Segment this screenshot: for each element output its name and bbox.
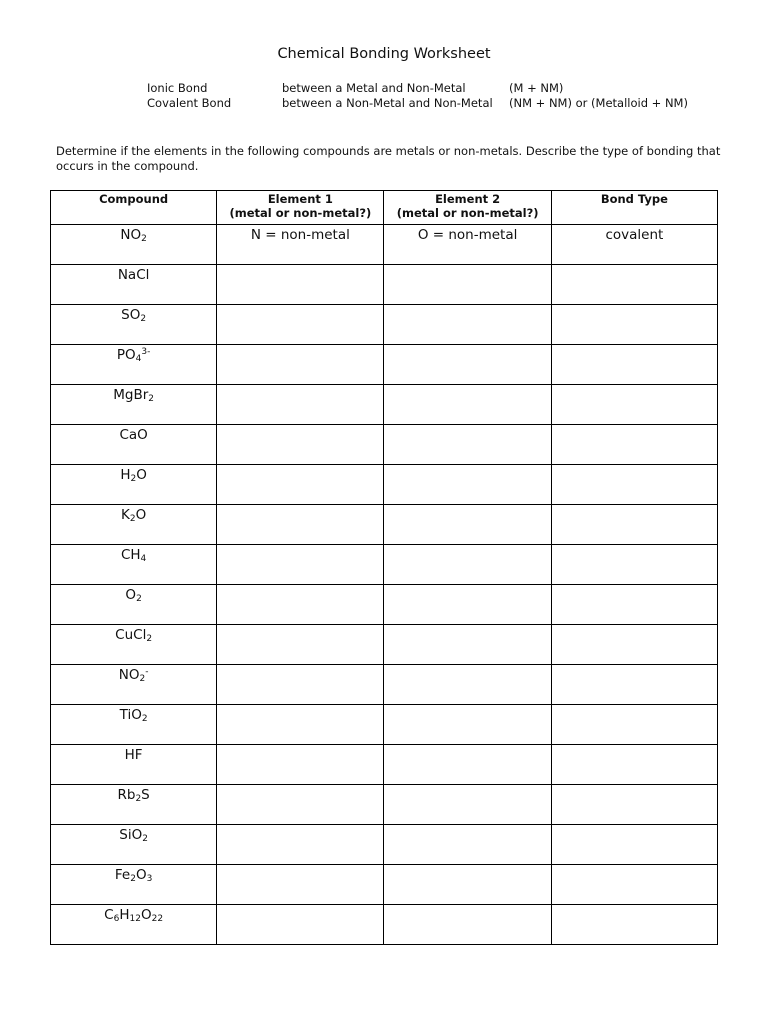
compound-cell [51, 225, 217, 265]
compound-formula [125, 587, 141, 603]
bond-type-cell[interactable] [551, 785, 717, 825]
formula-text: NO [120, 227, 142, 243]
bond-type-cell[interactable] [551, 825, 717, 865]
formula-subscript: 4 [135, 354, 142, 364]
bond-type-cell[interactable] [551, 505, 717, 545]
bond-type-cell[interactable] [551, 665, 717, 705]
compound-formula [119, 427, 147, 443]
formula-text: SO [121, 307, 141, 323]
bond-type-cell[interactable] [551, 905, 717, 945]
compound-cell [51, 585, 217, 625]
compound-cell [51, 545, 217, 585]
element-2-cell[interactable] [384, 545, 551, 585]
compound-cell [51, 865, 217, 905]
table-body [51, 225, 718, 945]
formula-subscript: 2 [140, 314, 147, 324]
element-1-cell[interactable] [217, 745, 384, 785]
element-2-cell[interactable] [384, 625, 551, 665]
element-1-cell[interactable] [217, 545, 384, 585]
formula-text: TiO [119, 707, 142, 723]
table-row [51, 425, 718, 465]
compound-cell [51, 745, 217, 785]
element-1-cell[interactable] [217, 865, 384, 905]
bond-type-cell[interactable] [551, 625, 717, 665]
element-1-cell[interactable] [217, 385, 384, 425]
element-2-cell[interactable] [384, 425, 551, 465]
formula-subscript: 6 [113, 914, 120, 924]
element-1-cell[interactable] [217, 345, 384, 385]
compound-formula [120, 707, 148, 723]
bond-type-cell[interactable] [551, 545, 717, 585]
bond-type-cell[interactable] [551, 425, 717, 465]
bond-type-cell[interactable] [551, 305, 717, 345]
compound-formula [125, 747, 143, 763]
element-1-cell[interactable]: N = non-metal [217, 225, 384, 265]
element-1-cell[interactable] [217, 465, 384, 505]
element-2-cell[interactable] [384, 785, 551, 825]
table-row [51, 865, 718, 905]
bond-type-cell[interactable] [551, 465, 717, 505]
table-row [51, 665, 718, 705]
element-1-cell[interactable] [217, 905, 384, 945]
formula-text: MgBr [113, 387, 149, 403]
formula-subscript: 2 [142, 834, 148, 844]
bond-type-cell[interactable] [551, 345, 717, 385]
table-row [51, 545, 718, 585]
formula-text: NO [118, 667, 140, 683]
formula-subscript: 2 [139, 674, 146, 684]
header-element-1-label: Element 1 [267, 192, 333, 206]
table-row [51, 585, 718, 625]
element-2-cell[interactable] [384, 265, 551, 305]
table-row [51, 265, 718, 305]
compound-cell [51, 825, 217, 865]
element-2-cell[interactable] [384, 905, 551, 945]
compound-cell [51, 425, 217, 465]
bond-type-cell[interactable] [551, 705, 717, 745]
element-1-cell[interactable] [217, 825, 384, 865]
header-element-2-label: Element 2 [435, 192, 501, 206]
formula-text: PO [116, 347, 136, 363]
header-compound [51, 191, 217, 225]
element-1-cell[interactable] [217, 585, 384, 625]
compound-formula [119, 667, 149, 683]
element-2-cell[interactable] [384, 865, 551, 905]
element-2-cell[interactable] [384, 385, 551, 425]
formula-text: H [119, 907, 130, 923]
bond-type-cell[interactable] [551, 745, 717, 785]
formula-subscript: 4 [140, 554, 147, 564]
compound-cell [51, 345, 217, 385]
formula-text: CH [120, 547, 141, 563]
element-1-cell[interactable] [217, 425, 384, 465]
formula-text: HF [124, 747, 143, 763]
instructions-line: occurs in the compound. [56, 159, 199, 173]
table-row [51, 705, 718, 745]
header-bond-type [551, 191, 717, 225]
instructions-line: Determine if the elements in the following compounds are metals or non-metals. Describe the type of bonding that [56, 144, 721, 158]
header-element-2 [384, 191, 551, 225]
table-row [51, 385, 718, 425]
table-row [51, 825, 718, 865]
formula-text: S [141, 787, 150, 803]
header-element-1 [217, 191, 384, 225]
table-row [51, 305, 718, 345]
formula-subscript: 2 [136, 594, 142, 604]
compound-cell [51, 785, 217, 825]
table-row [51, 625, 718, 665]
compound-formula [118, 267, 150, 283]
element-1-cell[interactable] [217, 705, 384, 745]
element-2-cell[interactable] [384, 585, 551, 625]
formula-subscript: 2 [130, 474, 137, 484]
compound-formula [115, 627, 152, 643]
formula-subscript: 2 [141, 714, 148, 724]
table-row [51, 505, 718, 545]
compound-cell [51, 665, 217, 705]
compound-formula [113, 387, 154, 403]
element-2-cell[interactable] [384, 825, 551, 865]
header-element-2-hint: (metal or non-metal?) [396, 206, 539, 220]
table-row [51, 345, 718, 385]
formula-superscript: - [145, 667, 149, 677]
header-compound-label: Compound [99, 192, 169, 206]
formula-text: Fe [114, 867, 131, 883]
formula-text: O [135, 867, 147, 883]
formula-text: O [125, 587, 137, 603]
element-1-cell[interactable] [217, 505, 384, 545]
formula-text: NaCl [117, 267, 150, 283]
definition-description: between a Non-Metal and Non-Metal [282, 96, 493, 110]
table-row [51, 465, 718, 505]
compound-cell [51, 265, 217, 305]
formula-text: CaO [119, 427, 148, 443]
formula-text: CuCl [115, 627, 147, 643]
table-row [51, 905, 718, 945]
formula-superscript: 3- [141, 347, 151, 357]
formula-text: SiO [119, 827, 143, 843]
header-element-1-hint: (metal or non-metal?) [229, 206, 372, 220]
compound-formula [121, 507, 146, 523]
definition-formula: (M + NM) [509, 81, 564, 95]
compound-formula [117, 347, 151, 363]
compound-cell [51, 305, 217, 345]
compound-cell [51, 625, 217, 665]
bond-type-cell[interactable]: covalent [551, 225, 717, 265]
formula-subscript: 2 [141, 234, 147, 244]
compound-formula [104, 907, 163, 923]
element-2-cell[interactable] [384, 505, 551, 545]
worksheet-title: Chemical Bonding Worksheet [277, 46, 491, 62]
formula-subscript: 2 [129, 514, 136, 524]
table-row [51, 225, 718, 265]
compound-formula [117, 787, 149, 803]
formula-text: H [120, 467, 131, 483]
element-2-cell[interactable] [384, 665, 551, 705]
bond-type-cell[interactable] [551, 385, 717, 425]
table-row [51, 785, 718, 825]
formula-text: O [140, 907, 152, 923]
compound-formula [119, 827, 148, 843]
element-1-cell[interactable] [217, 785, 384, 825]
instructions [56, 144, 724, 174]
bonding-table [50, 190, 718, 945]
bond-type-cell[interactable] [551, 865, 717, 905]
table-row [51, 745, 718, 785]
element-1-cell[interactable] [217, 305, 384, 345]
definition-description: between a Metal and Non-Metal [282, 81, 466, 95]
formula-text: C [104, 907, 114, 923]
definition-formula: (NM + NM) or (Metalloid + NM) [509, 96, 688, 110]
compound-formula [121, 547, 146, 563]
compound-formula [115, 867, 152, 883]
formula-subscript: 2 [148, 394, 154, 404]
compound-cell [51, 505, 217, 545]
compound-cell [51, 905, 217, 945]
formula-subscript: 12 [129, 914, 141, 924]
definition-term: Covalent Bond [147, 96, 232, 110]
bond-type-cell[interactable] [551, 265, 717, 305]
compound-cell [51, 465, 217, 505]
formula-subscript: 2 [135, 794, 142, 804]
compound-formula [121, 307, 146, 323]
definition-term: Ionic Bond [147, 81, 208, 95]
formula-text: O [136, 467, 147, 483]
element-1-cell[interactable] [217, 625, 384, 665]
compound-formula [120, 227, 146, 243]
table-header-row [51, 191, 718, 225]
formula-subscript: 2 [146, 634, 153, 644]
formula-text: K [121, 507, 130, 523]
compound-formula [120, 467, 147, 483]
formula-subscript: 2 [130, 874, 136, 884]
element-2-cell[interactable] [384, 305, 551, 345]
element-2-cell[interactable] [384, 705, 551, 745]
element-2-cell[interactable] [384, 345, 551, 385]
compound-cell [51, 705, 217, 745]
element-2-cell[interactable]: O = non-metal [384, 225, 551, 265]
element-1-cell[interactable] [217, 265, 384, 305]
bond-type-cell[interactable] [551, 585, 717, 625]
formula-text: O [135, 507, 147, 523]
formula-subscript: 3 [146, 874, 153, 884]
element-1-cell[interactable] [217, 665, 384, 705]
compound-cell [51, 385, 217, 425]
element-2-cell[interactable] [384, 745, 551, 785]
formula-text: Rb [117, 787, 136, 803]
header-bond-type-label: Bond Type [600, 192, 668, 206]
formula-subscript: 22 [151, 914, 164, 924]
element-2-cell[interactable] [384, 465, 551, 505]
